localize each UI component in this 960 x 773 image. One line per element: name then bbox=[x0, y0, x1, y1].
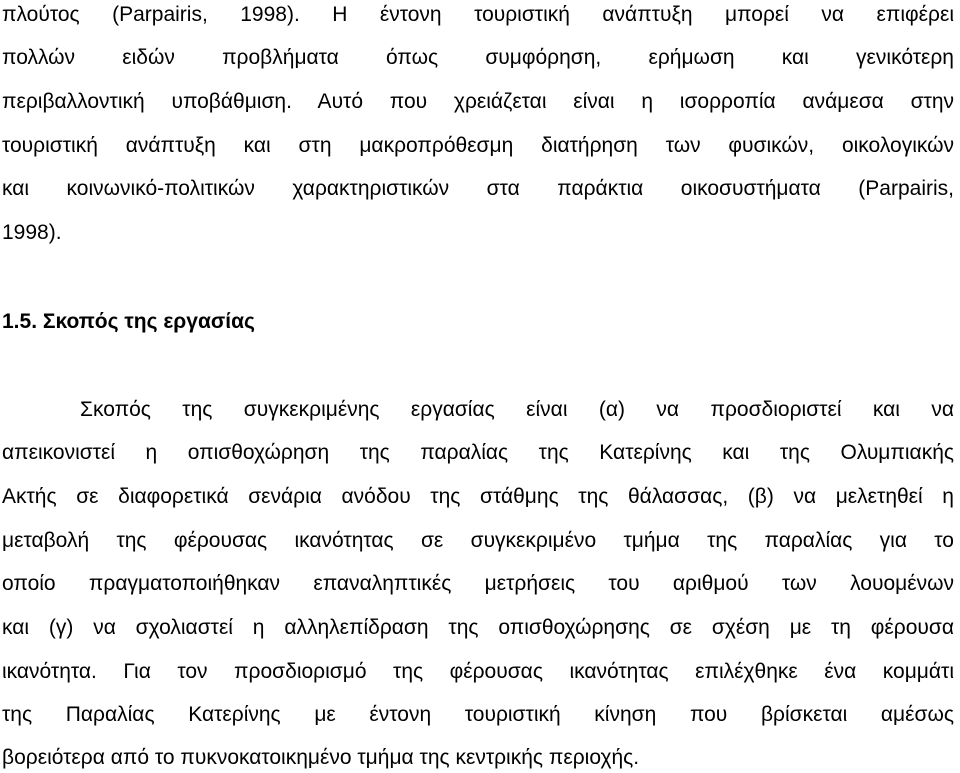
paragraph-2-line-3: Ακτής σε διαφορετικά σενάρια ανόδου της στάθμης της θάλασσας, (β) να μελετηθεί η bbox=[2, 485, 954, 508]
paragraph-1-line-3: περιβαλλοντική υποβάθμιση. Αυτό που χρειάζεται είναι η ισορροπία ανάμεσα στην bbox=[2, 90, 954, 113]
paragraph-1-line-1: πλούτος (Parpairis, 1998). Η έντονη τουριστική ανάπτυξη μπορεί να επιφέρει bbox=[2, 3, 954, 26]
paragraph-1-line-6: 1998). bbox=[2, 221, 62, 244]
paragraph-2-line-5: οποίο πραγματοποιήθηκαν επαναληπτικές μετρήσεις του αριθμού των λουομένων bbox=[2, 572, 954, 595]
section-heading: 1.5. Σκοπός της εργασίας bbox=[2, 310, 255, 333]
paragraph-2-line-2: απεικονιστεί η οπισθοχώρηση της παραλίας της Κατερίνης και της Ολυμπιακής bbox=[2, 441, 954, 464]
paragraph-2-line-1: Σκοπός της συγκεκριμένης εργασίας είναι (α) να προσδιοριστεί και να bbox=[80, 398, 954, 421]
paragraph-1-line-5: και κοινωνικό-πολιτικών χαρακτηριστικών στα παράκτια οικοσυστήματα (Parpairis, bbox=[2, 177, 954, 200]
paragraph-2-line-4: μεταβολή της φέρουσας ικανότητας σε συγκεκριμένο τμήμα της παραλίας για το bbox=[2, 529, 954, 552]
paragraph-2-line-7: ικανότητα. Για τον προσδιορισμό της φέρουσας ικανότητας επιλέχθηκε ένα κομμάτι bbox=[2, 660, 954, 683]
paragraph-2-line-9: βορειότερα από το πυκνοκατοικημένο τμήμα της κεντρικής περιοχής. bbox=[2, 746, 640, 769]
paragraph-2-line-6: και (γ) να σχολιαστεί η αλληλεπίδραση της οπισθοχώρησης σε σχέση με τη φέρουσα bbox=[2, 616, 954, 639]
paragraph-2-line-8: της Παραλίας Κατερίνης με έντονη τουριστική κίνηση που βρίσκεται αμέσως bbox=[2, 703, 954, 726]
paragraph-1-line-2: πολλών ειδών προβλήματα όπως συμφόρηση, ερήμωση και γενικότερη bbox=[2, 46, 954, 69]
paragraph-1-line-4: τουριστική ανάπτυξη και στη μακροπρόθεσμη διατήρηση των φυσικών, οικολογικών bbox=[2, 134, 954, 157]
